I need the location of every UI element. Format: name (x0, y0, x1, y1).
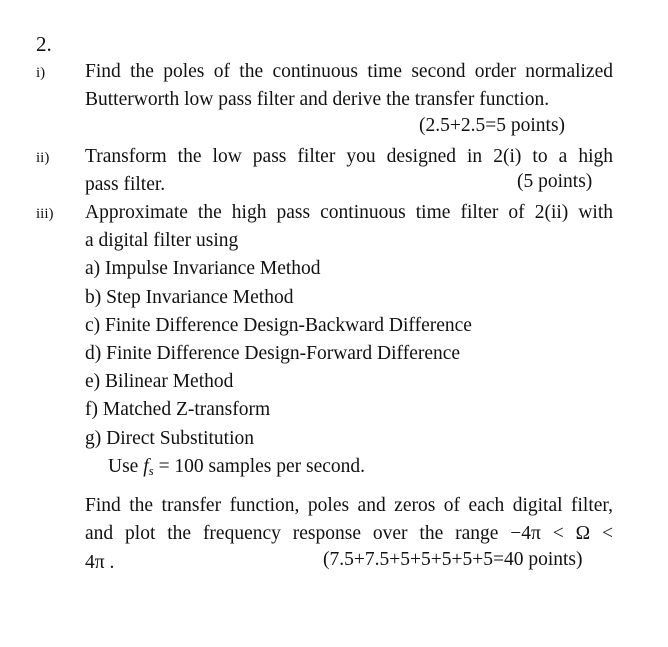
part-i-points: (2.5+2.5=5 points) (419, 115, 566, 136)
part-iii-line-1: Approximate the high pass continuous time filter of 2(ii) with (85, 202, 613, 223)
part-ii-points: (5 points) (517, 171, 593, 192)
sampling-rate-line: Use $f_s = 100$ samples per second. (108, 456, 366, 478)
final-line-3: 4π . (85, 552, 115, 573)
final-line-2: and plot the frequency response over the range −4π < Ω < (85, 523, 613, 544)
method-item: a) Impulse Invariance Method (85, 258, 321, 279)
question-number: 2. (36, 32, 52, 56)
final-line-1: Find the transfer function, poles and zeros of each digital filter, (85, 495, 613, 516)
part-ii-line-1: Transform the low pass filter you designed in 2(i) to a high (85, 146, 613, 167)
part-iii-label: iii) (36, 206, 54, 222)
method-item: g) Direct Substitution (85, 428, 254, 449)
part-iii-line-2: a digital filter using (85, 230, 239, 251)
part-i-line-2: Butterworth low pass filter and derive the transfer function. (85, 89, 550, 110)
part-ii-label: ii) (36, 150, 50, 166)
method-item: b) Step Invariance Method (85, 287, 294, 308)
method-item: f) Matched Z-transform (85, 399, 271, 420)
method-item: d) Finite Difference Design-Forward Difference (85, 343, 461, 364)
part-i-label: i) (36, 65, 46, 81)
method-item: e) Bilinear Method (85, 371, 234, 392)
part-iii-points: (7.5+7.5+5+5+5+5+5=40 points) (323, 549, 583, 570)
part-i-line-1: Find the poles of the continuous time second order normalized (85, 61, 613, 82)
part-ii-line-2: pass filter. (85, 174, 166, 195)
method-item: c) Finite Difference Design-Backward Difference (85, 315, 472, 336)
